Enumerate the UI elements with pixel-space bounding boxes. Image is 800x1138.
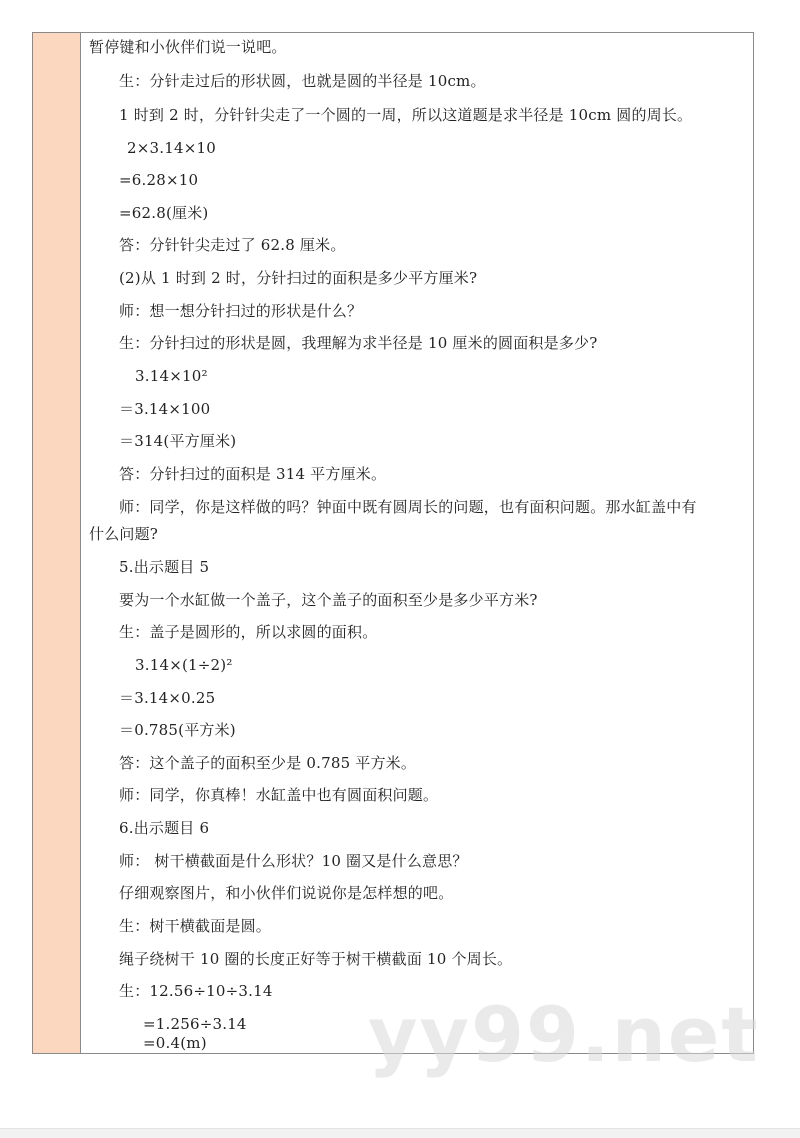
text-line: 仔细观察图片，和小伙伴们说说你是怎样想的吧。 <box>119 884 454 902</box>
watermark: yy99.net <box>368 990 760 1079</box>
text-line: 师：想一想分针扫过的形状是什么？ <box>119 302 363 320</box>
content-cell <box>81 33 753 1053</box>
document-table <box>32 32 754 1054</box>
text-line: 绳子绕树干 10 圈的长度正好等于树干横截面 10 个周长。 <box>119 950 513 968</box>
text-line: 师：同学，你真棒！水缸盖中也有圆面积问题。 <box>119 786 439 804</box>
text-line: 生：12.56÷10÷3.14 <box>119 982 273 1000</box>
text-line: ＝3.14×100 <box>119 400 211 418</box>
text-line: 生：盖子是圆形的，所以求圆的面积。 <box>119 623 378 641</box>
text-line: 1 时到 2 时，分针针尖走了一个圆的一周，所以这道题是求半径是 10cm 圆的周长。 <box>119 106 693 124</box>
text-line: 6.出示题目 6 <box>119 819 210 837</box>
text-line: =6.28×10 <box>119 171 199 189</box>
text-line: 答：分针扫过的面积是 314 平方厘米。 <box>119 465 387 483</box>
text-line: 2×3.14×10 <box>127 139 216 157</box>
text-line: 师：同学，你是这样做的吗？钟面中既有圆周长的问题，也有面积问题。那水缸盖中有 <box>119 498 697 516</box>
text-line: ＝314(平方厘米) <box>119 432 237 450</box>
text-line: 什么问题? <box>89 525 159 543</box>
text-line: ＝0.785(平方米) <box>119 721 236 739</box>
text-line: 5.出示题目 5 <box>119 558 210 576</box>
text-line: 生：分针扫过的形状是圆，我理解为求半径是 10 厘米的圆面积是多少? <box>119 334 598 352</box>
text-line: =0.4(m) <box>143 1034 207 1052</box>
text-line: (2)从 1 时到 2 时，分针扫过的面积是多少平方厘米? <box>119 269 478 287</box>
text-line: =62.8(厘米) <box>119 204 209 222</box>
text-line: 3.14×(1÷2)² <box>135 656 233 674</box>
text-line: =1.256÷3.14 <box>143 1015 247 1033</box>
text-line: 暂停键和小伙伴们说一说吧。 <box>89 38 287 56</box>
text-line: 答：这个盖子的面积至少是 0.785 平方米。 <box>119 754 417 772</box>
text-line: 3.14×10² <box>135 367 208 385</box>
text-line: 要为一个水缸做一个盖子，这个盖子的面积至少是多少平方米? <box>119 591 538 609</box>
text-line: 答：分针针尖走过了 62.8 厘米。 <box>119 236 346 254</box>
side-column <box>33 33 81 1053</box>
text-line: 生：树干横截面是圆。 <box>119 917 272 935</box>
text-line: 生：分针走过后的形状圆，也就是圆的半径是 10cm。 <box>119 72 486 90</box>
text-line: ＝3.14×0.25 <box>119 689 216 707</box>
text-line: 师： 树干横截面是什么形状？10 圈又是什么意思？ <box>119 852 468 870</box>
